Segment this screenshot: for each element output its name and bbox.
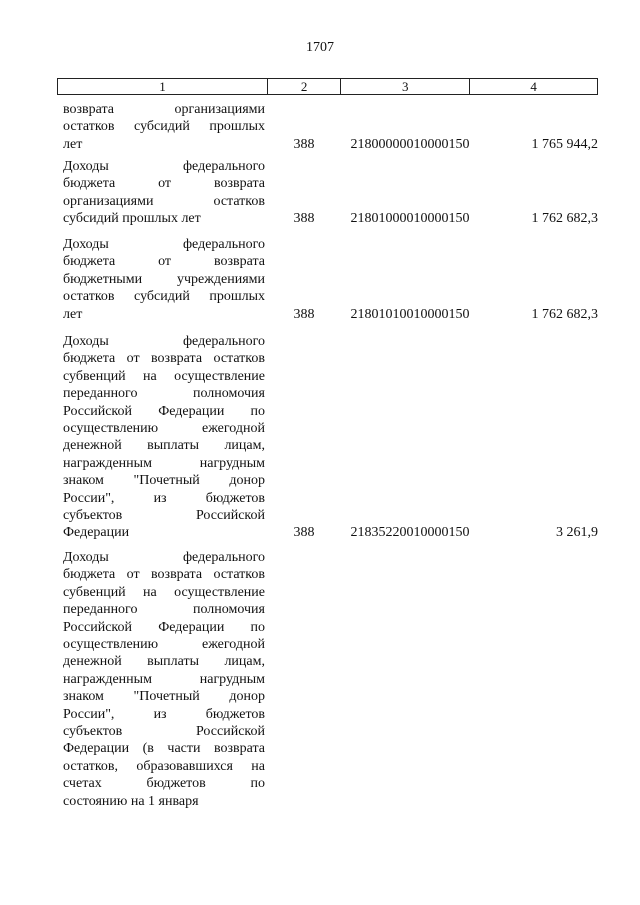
description-line: Российской Федерации по: [63, 403, 265, 419]
description-line: знаком "Почетный донор: [63, 689, 265, 705]
amount: 1 762 682,3: [531, 306, 598, 322]
amount: 1 762 682,3: [531, 211, 598, 227]
classification-code: 21835220010000150: [350, 525, 470, 541]
row-description: [63, 101, 265, 153]
description-line: награжденным нагрудным: [63, 671, 265, 687]
column-header-1: 1: [58, 79, 268, 95]
description-line: Доходы федерального: [63, 550, 265, 565]
row-description: [63, 333, 265, 542]
description-line: субвенций на осуществление: [63, 584, 265, 600]
admin-code: 388: [293, 306, 315, 322]
description-line: Доходы федерального: [63, 159, 265, 174]
classification-code: 21801010010000150: [350, 306, 470, 322]
description-line: переданного полномочия: [63, 602, 265, 618]
description-line: остатков субсидий прошлых: [63, 289, 265, 305]
description-line: осуществлению ежегодной: [63, 637, 265, 653]
classification-code: 21800000010000150: [350, 136, 470, 152]
description-line: бюджета от возврата: [63, 176, 265, 192]
classification-code: 21801000010000150: [350, 211, 470, 227]
description-line: переданного полномочия: [63, 386, 265, 402]
description-line: счетах бюджетов по: [63, 776, 265, 792]
page-number: 1707: [306, 40, 334, 55]
column-header-2: 2: [268, 79, 341, 95]
admin-code: 388: [293, 211, 315, 227]
description-line: остатков, образовавшихся на: [63, 758, 265, 774]
description-line: России", из бюджетов: [63, 706, 265, 722]
description-line: Доходы федерального: [63, 334, 265, 349]
admin-code: 388: [293, 525, 315, 541]
description-line: лет: [63, 306, 83, 322]
description-line: Федерации (в части возврата: [63, 741, 265, 757]
description-line: остатков субсидий прошлых: [63, 119, 265, 135]
description-line: бюджета от возврата остатков: [63, 351, 265, 367]
description-line: бюджетными учреждениями: [63, 271, 265, 287]
column-header-4: 4: [470, 79, 598, 95]
description-line: денежной выплаты лицам,: [63, 438, 265, 454]
row-description: [63, 236, 265, 323]
description-line: России", из бюджетов: [63, 490, 265, 506]
description-line: Российской Федерации по: [63, 619, 265, 635]
description-line: субвенций на осуществление: [63, 368, 265, 384]
description-line: субъектов Российской: [63, 508, 265, 524]
description-line: субъектов Российской: [63, 724, 265, 740]
description-line: Доходы федерального: [63, 237, 265, 252]
admin-code: 388: [293, 136, 315, 152]
description-line: бюджета от возврата: [63, 254, 265, 270]
description-line: награжденным нагрудным: [63, 455, 265, 471]
description-line: организациями остатков: [63, 193, 265, 209]
description-line: бюджета от возврата остатков: [63, 567, 265, 583]
row-description: [63, 549, 265, 810]
description-line: состоянию на 1 января: [63, 793, 199, 809]
column-header-3: 3: [341, 79, 470, 95]
description-line: Федерации: [63, 525, 130, 541]
description-line: лет: [63, 136, 83, 152]
description-line: знаком "Почетный донор: [63, 473, 265, 489]
description-line: субсидий прошлых лет: [63, 211, 201, 227]
description-line: возврата организациями: [63, 102, 265, 117]
description-line: денежной выплаты лицам,: [63, 654, 265, 670]
amount: 1 765 944,2: [531, 136, 598, 152]
amount: 3 261,9: [556, 525, 598, 541]
row-description: [63, 158, 265, 228]
table-header: [57, 78, 598, 95]
description-line: осуществлению ежегодной: [63, 421, 265, 437]
